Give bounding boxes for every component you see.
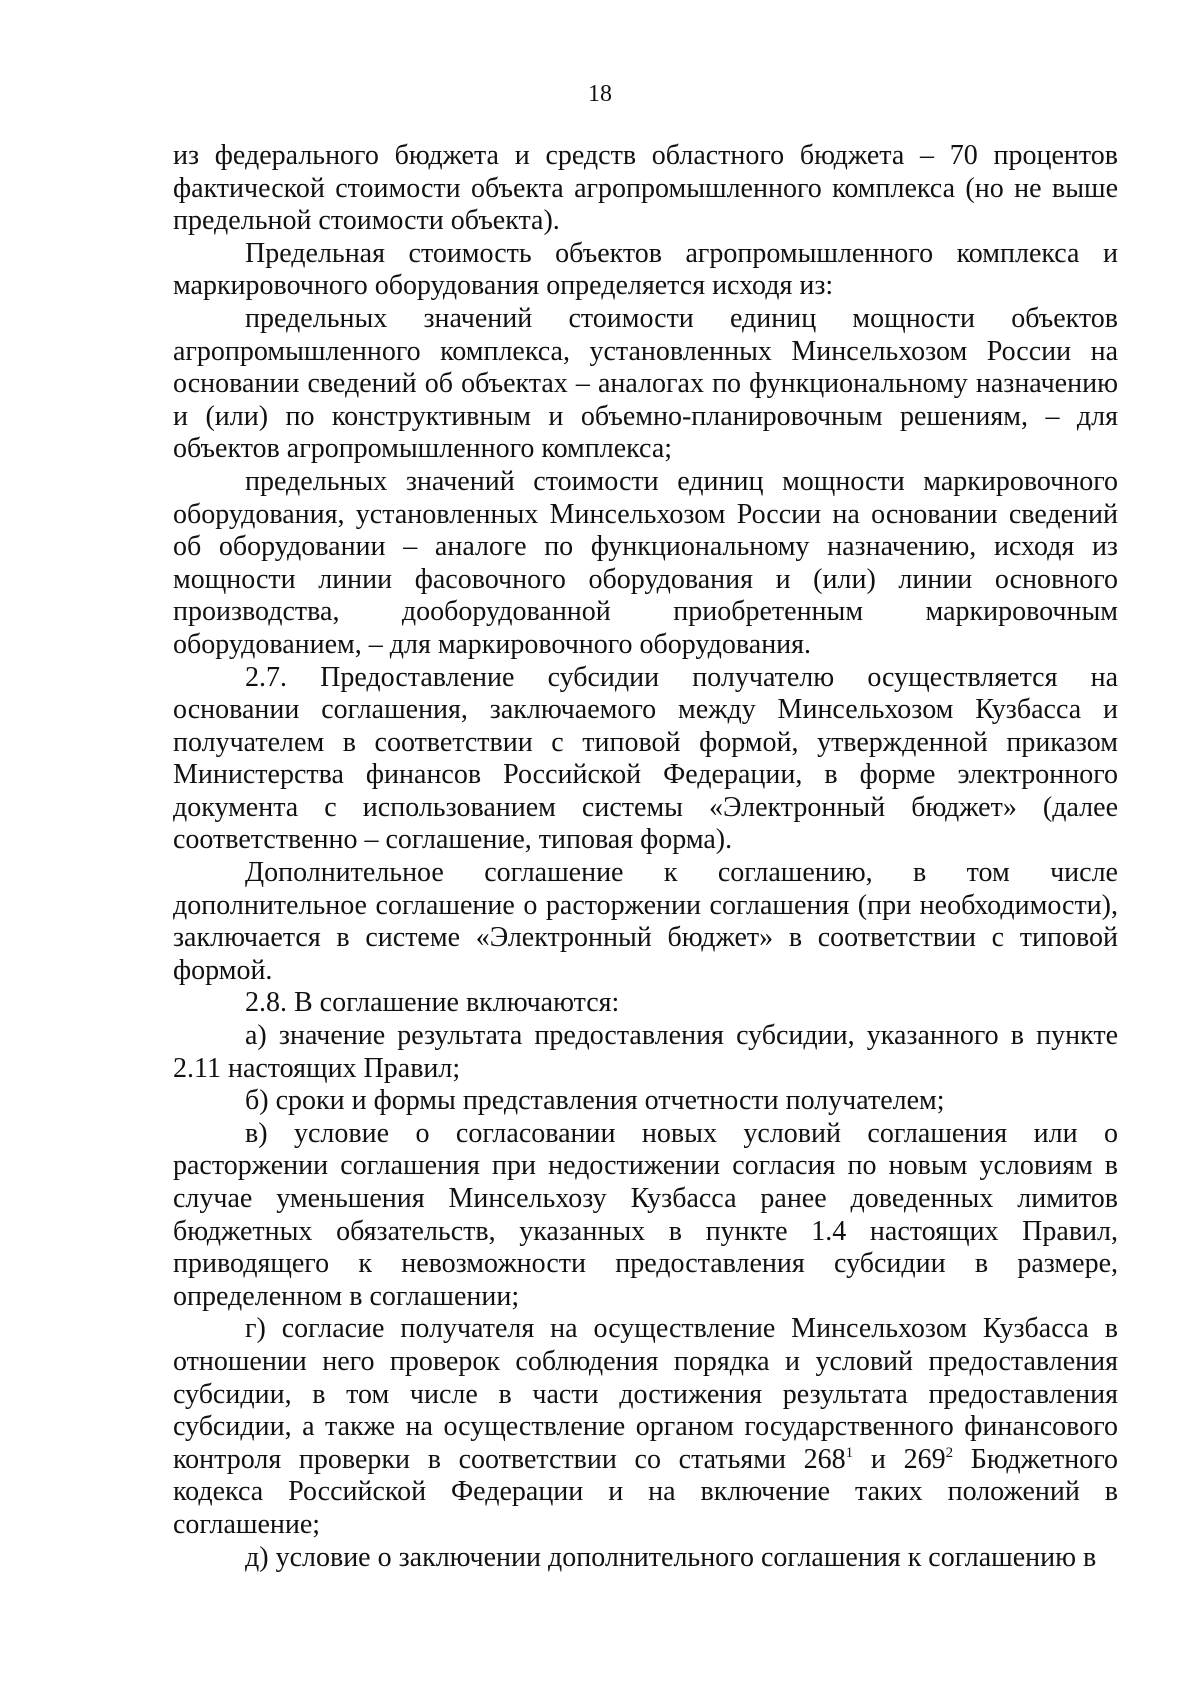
- superscript: 2: [945, 1444, 954, 1461]
- paragraph-g-part1: г) согласие получателя на осуществление Минсельхозом Кузбасса в отношении него проверок соблюдения порядка и условий предоставления субсидии, в том числе в части достижения результата предоставления субсидии, а также на осуществление органом государственного финансового контроля проверки в соответствии со статьями 268: [173, 1313, 1118, 1475]
- superscript: 1: [845, 1444, 854, 1461]
- paragraph-g-part3: Бюджетного кодекса Российской Федерации и на включение таких положений в соглашение;: [173, 1443, 1118, 1540]
- paragraph: 2.8. В соглашение включаются:: [245, 987, 620, 1019]
- paragraph: б) сроки и формы представления отчетности получателем;: [245, 1085, 945, 1117]
- paragraph: а) значение результата предоставления субсидии, указанного в пункте 2.11 настоящих Правил;: [173, 1020, 1118, 1084]
- paragraph-last: д) условие о заключении дополнительного соглашения к соглашению в: [245, 1541, 1097, 1573]
- paragraph-g: [173, 1313, 1118, 1541]
- paragraph: Предельная стоимость объектов агропромышленного комплекса и маркировочного оборудования определяется исходя из:: [173, 237, 1118, 302]
- paragraph: предельных значений стоимости единиц мощности маркировочного оборудования, установленных Минсельхозом России на основании сведений об оборудовании – аналоге по функциональному назначению, исходя из мощности линии фасовочного оборудования и (или) линии основного производства, дооборудованной приобретенным маркировочным оборудованием, – для маркировочного оборудования.: [173, 465, 1118, 660]
- paragraph: из федерального бюджета и средств областного бюджета – 70 процентов фактической стоимости объекта агропромышленного комплекса (но не выше предельной стоимости объекта).: [173, 140, 1118, 237]
- paragraph: предельных значений стоимости единиц мощности объектов агропромышленного комплекса, установленных Минсельхозом России на основании сведений об объектах – аналогах по функциональному назначению и (или) по конструктивным и объемно-планировочным решениям, – для объектов агропромышленного комплекса;: [173, 302, 1118, 465]
- paragraph-g-part2: и 269: [853, 1443, 946, 1475]
- document-body: [173, 140, 1118, 1574]
- paragraph: 2.7. Предоставление субсидии получателю осуществляется на основании соглашения, заключаемого между Минсельхозом Кузбасса и получателем в соответствии с типовой формой, утвержденной приказом Министерства финансов Российской Федерации, в форме электронного документа с использованием системы «Электронный бюджет» (далее соответственно – соглашение, типовая форма).: [173, 661, 1118, 856]
- paragraph: Дополнительное соглашение к соглашению, в том числе дополнительное соглашение о расторжении соглашения (при необходимости), заключается в системе «Электронный бюджет» в соответствии с типовой формой.: [173, 857, 1118, 986]
- page-number: 18: [588, 81, 612, 107]
- paragraph: в) условие о согласовании новых условий соглашения или о расторжении соглашения при недостижении согласия по новым условиям в случае уменьшения Минсельхозу Кузбасса ранее доведенных лимитов бюджетных обязательств, указанных в пункте 1.4 настоящих Правил, приводящего к невозможности предоставления субсидии в размере, определенном в соглашении;: [173, 1117, 1118, 1312]
